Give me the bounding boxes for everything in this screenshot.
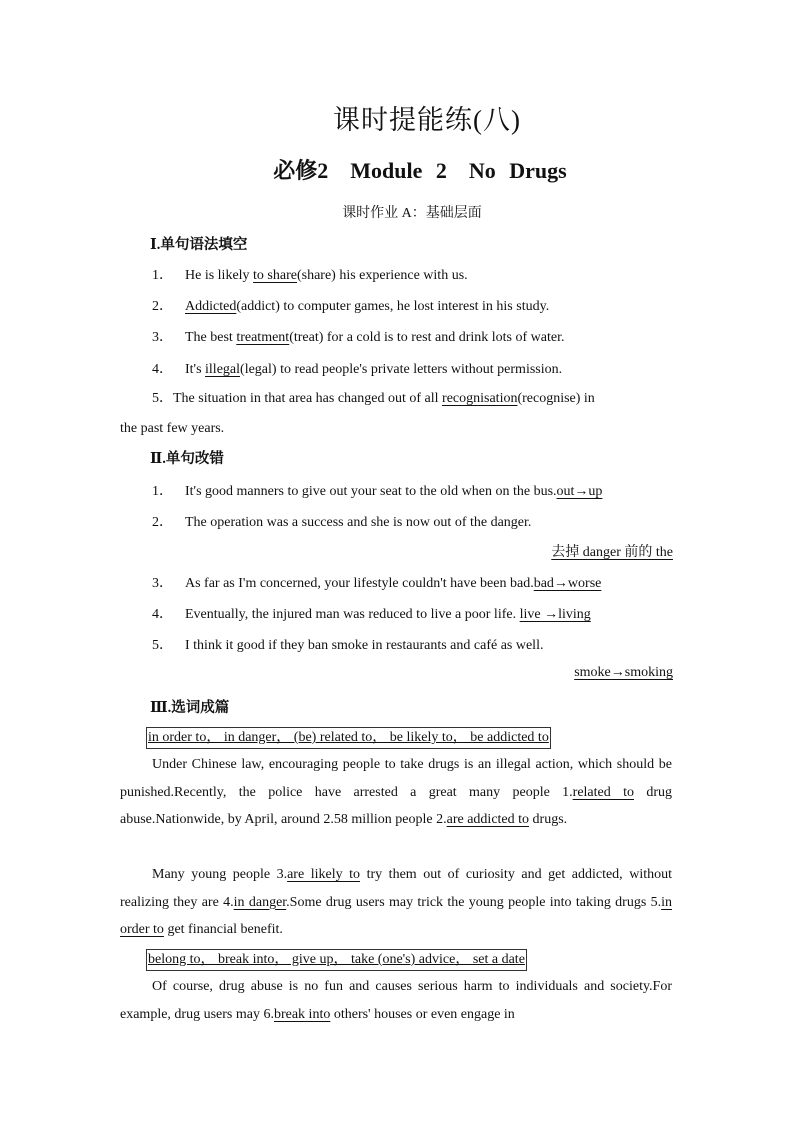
section-heading-grammar: Ⅰ.单句语法填空: [150, 237, 248, 253]
page-title: 课时提能练(八): [333, 105, 521, 135]
grammar-item: 4． It's illegal(legal) to read people's private letters without permission.: [152, 362, 563, 377]
correction-item: 1． It's good manners to give out your seat to the old when on the bus.out→up: [152, 484, 603, 499]
correction-item: 4． Eventually, the injured man was reduced to live a poor life. live →living: [152, 607, 591, 622]
answer: bad→worse: [533, 576, 602, 591]
section-heading-correction: Ⅱ.单句改错: [150, 451, 224, 467]
answer: smoke→smoking: [574, 665, 673, 680]
correction-item: 3． As far as I'm concerned, your lifestyle couldn't have been bad.bad→worse: [152, 576, 602, 591]
answer: in danger: [233, 894, 287, 910]
grammar-item: 2． Addicted(addict) to computer games, he lost interest in his study.: [152, 299, 550, 314]
passage-paragraph: Under Chinese law, encouraging people to take drugs is an illegal action, which should be punished.Recently, the police have arrested a great many people 1.related to drug abuse.Nationwide, by April, around 2.58 million people 2.are addicted to drugs.: [120, 757, 672, 827]
level-label: 课时作业 A：基础层面: [342, 206, 482, 221]
word-bank-box: in order to， in danger， (be) related to， be likely to， be addicted to: [146, 727, 551, 749]
answer: break into: [273, 1006, 331, 1022]
answer: are addicted to: [446, 812, 530, 827]
answer: related to: [572, 784, 634, 800]
section-heading-word-choice: Ⅲ.选词成篇: [150, 700, 230, 716]
answer: illegal: [205, 362, 241, 377]
answer: to share: [253, 268, 297, 283]
page-subtitle: 必修2 Module 2 No Drugs: [273, 158, 567, 183]
word-bank-box: belong to， break into， give up， take (one's) advice， set a date: [146, 949, 527, 971]
answer: live →living: [519, 607, 591, 622]
answer: recognisation: [442, 391, 518, 406]
passage-paragraph: Of course, drug abuse is no fun and causes serious harm to individuals and society.For example, drug users may 6.break into others' houses or even engage in: [120, 979, 672, 1022]
answer: Addicted: [185, 299, 237, 314]
answer: treatment: [236, 330, 290, 345]
correction-item: 2． The operation was a success and she is now out of the danger.: [152, 515, 532, 530]
answer: out→up: [556, 484, 603, 499]
grammar-item: 3． The best treatment(treat) for a cold is to rest and drink lots of water.: [152, 330, 565, 345]
answer: are likely to: [287, 867, 361, 882]
answer: 去掉 danger 前的 the: [551, 545, 673, 560]
grammar-item: 1． He is likely to share(share) his experience with us.: [152, 268, 468, 283]
grammar-item: 5．The situation in that area has changed out of all recognisation(recognise) in the past few years.: [120, 391, 595, 436]
passage-paragraph: Many young people 3.are likely to try them out of curiosity and get addicted, without realizing they are 4.in danger.Some drug users may trick the young people into taking drugs 5.in order to get financial benefit.: [120, 867, 672, 937]
correction-item: 5． I think it good if they ban smoke in restaurants and café as well.: [152, 638, 544, 653]
answer: in order to: [120, 894, 672, 937]
